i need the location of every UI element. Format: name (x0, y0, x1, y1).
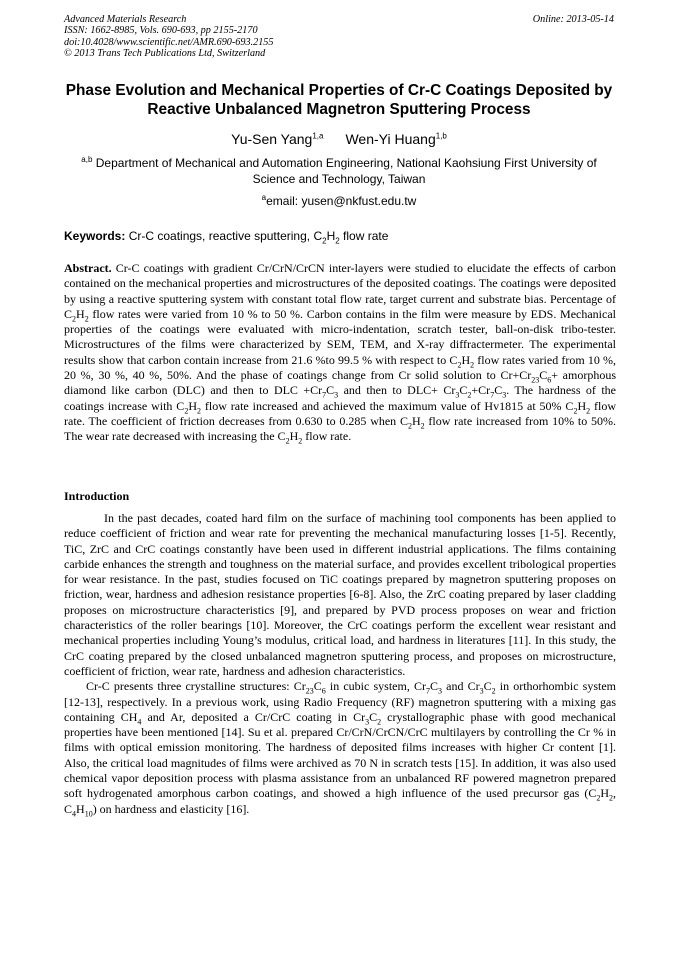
subscript: 2 (72, 314, 77, 324)
text-run: and Ar, deposited a Cr/CrC coating in Cr (141, 709, 366, 724)
subscript: 23 (531, 375, 540, 385)
subscript: 3 (365, 717, 370, 727)
intro-paragraph-2 (64, 679, 616, 817)
subscript: 2 (573, 406, 578, 416)
doi-line: doi:10.4028/www.scientific.net/AMR.690-693.2155 (64, 36, 274, 48)
journal-name: Advanced Materials Research (64, 14, 187, 25)
abstract (64, 261, 616, 445)
subscript: 2 (84, 314, 89, 324)
text-run: in orthorhombic system [12-13], respectively. In a previous work, using Radio Frequency (RF) magnetron sputtering with a mixing gas containing CH (64, 679, 617, 724)
text-run: and Cr (441, 679, 480, 694)
author-2: Wen-Yi Huang$^{1,b}$ (345, 131, 447, 147)
text-run: C (313, 679, 322, 694)
text-run: C (459, 383, 468, 398)
text-run: + amorphous diamond like carbon (DLC) and then to DLC +Cr (64, 368, 617, 398)
text-run: H (411, 413, 421, 428)
subscript: 2 (457, 360, 462, 370)
issn-line: ISSN: 1662-8985, Vols. 690-693, pp 2155-2170 (64, 25, 258, 37)
subscript: 2 (407, 421, 412, 431)
journal-header (64, 14, 273, 60)
text-run: Cr-C coatings with gradient Cr/CrN/CrCN inter-layers were studied to elucidate the effects of carbon contained on the mechanical properties and microstructures of the deposited coatings. The coatings were deposited by using a reactive sputtering system with constant total flow rate, target current and substrate bias. Percentage of C (64, 261, 616, 321)
text-run: flow rate increased and achieved the maximum value of Hv1815 at 50% C (200, 398, 574, 413)
text-run: H (600, 786, 609, 801)
text-run: crystallographic phase with good mechanical properties have been mentioned [14]. Su et al. prepared Cr/CrN/CrCN/CrC multilayers by controlling the Cr % in films with optical emission monitoring. The hardness of deposited films increases with higher Cr content [1]. Also, the critical load magnitudes of films were archived as 70 N in scratch tests [15]. In addition, it was also used chemical vapor deposition process with plasma assistance from an unbalanced RF powered magnetron prepared soft hydrogenated amorphous carbon coatings, and showed a high influence of the used precursor gas (C (64, 709, 617, 801)
subscript: 2 (196, 406, 201, 416)
copyright-line: © 2013 Trans Tech Publications Ltd, Switzerland (64, 48, 266, 60)
subscript: 7 (490, 390, 495, 400)
affiliation: $^{a,b}$ Department of Mechanical and Automation Engineering, National Kaohsiung First University of Science and Technology, Taiwan (81, 155, 597, 186)
subscript: 7 (425, 686, 430, 696)
subscript: 23 (305, 686, 314, 696)
subscript: 2 (491, 686, 496, 696)
subscript: 2 (470, 360, 475, 370)
keywords-label: Keywords: (64, 229, 126, 243)
text-run: in cubic system, Cr (325, 679, 426, 694)
author-email: $^a$email: yusen@nkfust.edu.tw (261, 193, 417, 208)
subscript: 6 (547, 375, 552, 385)
subscript: 4 (72, 809, 77, 819)
subscript: 2 (596, 793, 601, 803)
text-run: C (326, 383, 335, 398)
subscript: 6 (321, 686, 326, 696)
abstract-text (64, 261, 617, 446)
subscript: 10 (84, 809, 93, 819)
text-run: H (289, 429, 299, 444)
subscript: 2 (184, 406, 189, 416)
subscript: 2 (420, 421, 425, 431)
text-run: C (429, 679, 438, 694)
text-run: C (483, 679, 492, 694)
text-run: flow rate increased from 10% to 50%. The wear rate decreased with increasing the C (64, 413, 616, 444)
subscript: 2 (609, 793, 613, 803)
subscript: 3 (502, 390, 507, 400)
text-run: H (461, 352, 471, 367)
keywords: Keywords: Cr-C coatings, reactive sputtering, $C_2H_2$ flow rate (64, 229, 389, 246)
text-run: , C (64, 786, 616, 816)
text-run: C (539, 368, 548, 383)
text-run: H (76, 306, 85, 321)
text-run: ) on hardness and elasticity [16]. (92, 801, 250, 816)
text-run: +Cr (471, 383, 491, 398)
text-run: H (76, 801, 85, 816)
subscript: 4 (137, 717, 142, 727)
section-heading-introduction: Introduction (64, 489, 130, 503)
subscript: 3 (334, 390, 339, 400)
subscript: 3 (437, 686, 442, 696)
text-run: flow rates varied from 10 %, 20 %, 30 %, 40 %, 50%. And the phase of coatings change from Cr solid solution to Cr+Cr (64, 352, 616, 383)
intro-paragraph-1 (64, 511, 616, 679)
author-1: Yu-Sen Yang$^{1,a}$ (231, 131, 324, 147)
subscript: 3 (479, 686, 484, 696)
subscript: 2 (298, 436, 303, 446)
subscript: 3 (455, 390, 460, 400)
text-run: flow rate. The coefficient of friction decreases from 0.630 to 0.285 when C (64, 398, 616, 428)
text-run: H (188, 398, 197, 413)
introduction-body (64, 511, 616, 817)
paper-title: Phase Evolution and Mechanical Properties of Cr-C Coatings Deposited by Reactive Unbalanced Magnetron Sputtering Process (65, 82, 613, 118)
subscript: 2 (586, 406, 591, 416)
text-run: flow rate. (302, 429, 352, 444)
abstract-label: Abstract. (64, 261, 112, 275)
text-run: flow rates were varied from 10 % to 50 %. Carbon contains in the film were measure by EDS. Mechanical properties of the coatings were evaluated with micro-indentation, scratch tester, ball-on-disk tribo-tester. Microstructures of the films were characterized by SEM, TEM, and X-ray diffractermeter. The experimental results show that carbon contain increase from 21.6 %to 99.5 % with respect to C (64, 306, 616, 367)
text-run: . The hardness of the coatings increase with C (64, 383, 616, 413)
online-date: Online: 2013-05-14 (532, 14, 614, 25)
subscript: 2 (377, 717, 382, 727)
text-run: C (494, 383, 503, 398)
author-list (50, 130, 628, 148)
subscript: 2 (467, 390, 472, 400)
subscript: 7 (322, 390, 327, 400)
subscript: 2 (285, 436, 290, 446)
text-run: H (577, 398, 587, 413)
text-run: C (369, 709, 378, 724)
text-run: Cr-C presents three crystalline structures: Cr (86, 679, 306, 694)
text-run: and then to DLC+ Cr (338, 383, 456, 398)
text-run: In the past decades, coated hard film on the surface of machining tool components has been applied to reduce coefficient of friction and wear rate for preventing the mechanical manufacturing losses [1-5]. Recently, TiC, ZrC and CrC coatings constantly have been used in different industrial applications. The films containing carbide enhances the strength and toughness on the material surface, and provides excellent tribological properties for wear resistance. In the past, studies focused on TiC coatings prepared by magnetron sputtering proposes on friction, wear, hardness and adhesion resistance properties [6-8]. Also, the ZrC coating prepared by laser cladding proposes on microstructure characteristics [9], and prepared by PVD process proposes on wear and friction characteristics of the roller bearings [10]. Moreover, the CrC coatings perform the excellent wear resistant and mechanical properties including Young’s modulus, critical load, and hardness in literatures [11]. In this study, the CrC coating prepared by the closed unbalanced magnetron sputtering process, and proposes on microstructure, coefficient of friction, wear rate, hardness and adhesion characteristics. (64, 511, 616, 678)
